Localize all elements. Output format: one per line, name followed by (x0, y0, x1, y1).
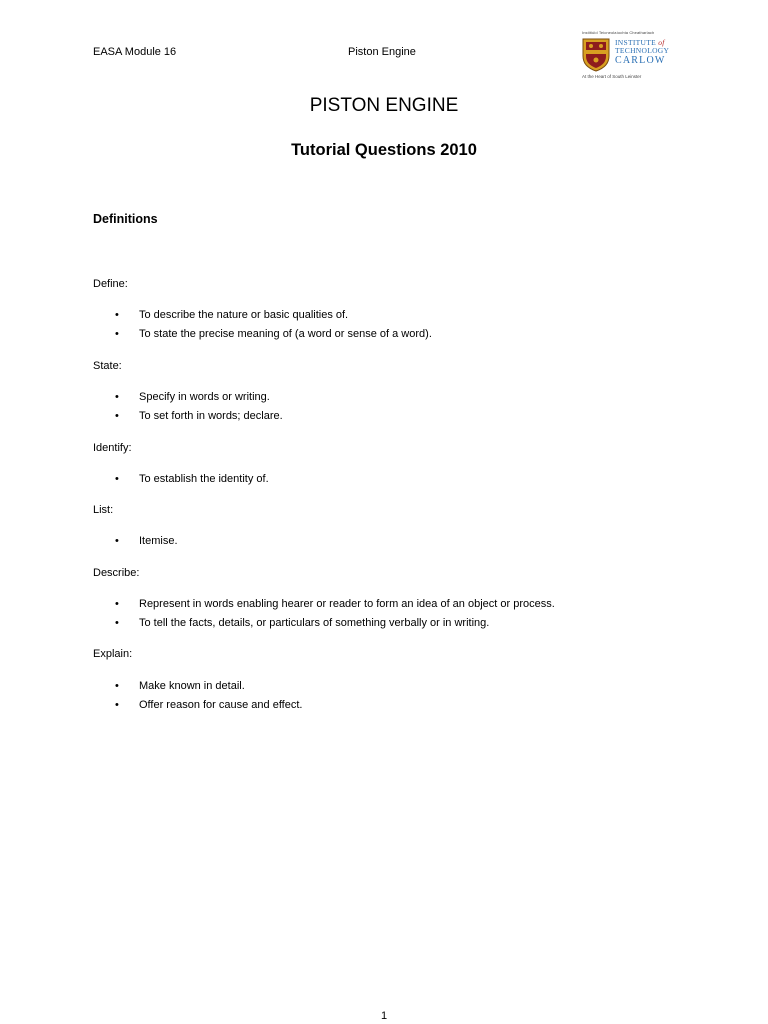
definition-term: Explain: (93, 648, 133, 660)
definition-items (93, 535, 178, 554)
definition-items (93, 680, 302, 718)
definition-term: Identify: (93, 442, 132, 454)
definition-group (93, 278, 432, 347)
logo-irish-name: Institiúid Teicneolaíochta Cheatharlach (582, 30, 655, 35)
list-item: • To describe the nature or basic qualities of. (93, 309, 432, 328)
definition-term: Define: (93, 278, 128, 290)
definition-group (93, 442, 269, 492)
definition-group (93, 360, 283, 429)
section-heading: Definitions (93, 212, 158, 226)
page-subtitle: Tutorial Questions 2010 (291, 141, 477, 159)
logo-tagline: At the Heart of South Leinster (582, 74, 642, 79)
definition-term: List: (93, 504, 114, 516)
header-subject: Piston Engine (348, 46, 416, 58)
definition-items (93, 391, 283, 429)
list-item: • To state the precise meaning of (a word or sense of a word). (93, 328, 432, 347)
definition-group (93, 504, 178, 554)
list-item: • Make known in detail. (93, 680, 302, 699)
header-module: EASA Module 16 (93, 46, 177, 58)
definition-items (93, 473, 269, 492)
definition-group (93, 648, 302, 718)
page-number: 1 (380, 1010, 388, 1022)
list-item: • Specify in words or writing. (93, 391, 283, 410)
definition-group (93, 567, 555, 636)
list-item: • Represent in words enabling hearer or reader to form an idea of an object or process. (93, 598, 555, 617)
definition-term: Describe: (93, 567, 140, 579)
page-title: PISTON ENGINE (309, 95, 459, 116)
definition-term: State: (93, 360, 122, 372)
definition-items (93, 309, 432, 347)
logo-wordmark: INSTITUTE of TECHNOLOGY CARLOW (615, 38, 670, 66)
list-item: • To establish the identity of. (93, 473, 269, 492)
list-item: • To set forth in words; declare. (93, 410, 283, 429)
crest-icon (582, 38, 610, 72)
list-item: • Itemise. (93, 535, 178, 554)
list-item: • To tell the facts, details, or particulars of something verbally or in writing. (93, 617, 555, 636)
list-item: • Offer reason for cause and effect. (93, 699, 302, 718)
institute-logo (578, 30, 674, 82)
definition-items (93, 598, 555, 636)
